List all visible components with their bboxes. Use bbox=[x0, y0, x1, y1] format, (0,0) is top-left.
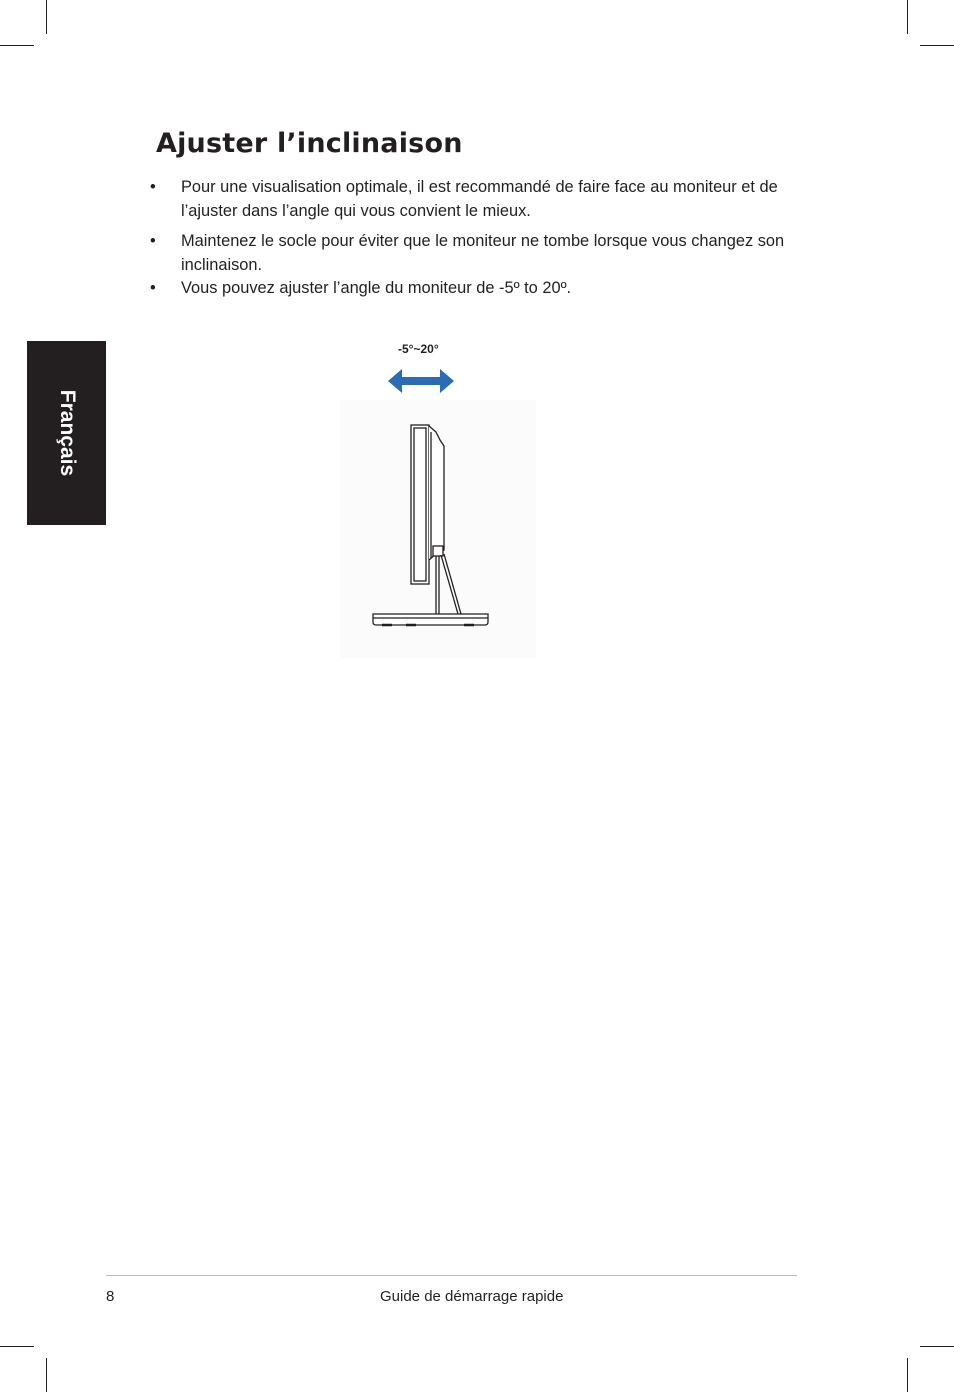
language-tab-label: Français bbox=[55, 389, 79, 477]
bullet-list bbox=[150, 176, 802, 301]
bullet-text: Maintenez le socle pour éviter que le moniteur ne tombe lorsque vous changez son inclinaison. bbox=[181, 232, 785, 274]
page-number: 8 bbox=[106, 1288, 115, 1305]
bullet-text: Vous pouvez ajuster l’angle du moniteur de -5º to 20º. bbox=[181, 279, 572, 297]
crop-mark bbox=[46, 1358, 47, 1392]
bullet-icon: • bbox=[150, 232, 156, 250]
crop-mark bbox=[920, 1346, 954, 1347]
footer-title: Guide de démarrage rapide bbox=[380, 1288, 564, 1305]
crop-mark bbox=[907, 1358, 908, 1392]
double-arrow-icon bbox=[388, 369, 454, 393]
crop-mark bbox=[907, 0, 908, 34]
footer-divider bbox=[106, 1275, 797, 1276]
angle-label: -5°~20° bbox=[398, 342, 439, 356]
monitor-side-view-icon bbox=[340, 362, 540, 662]
bullet-icon: • bbox=[150, 279, 156, 297]
crop-mark bbox=[920, 45, 954, 46]
list-item bbox=[150, 176, 802, 223]
crop-mark bbox=[0, 1346, 34, 1347]
crop-mark bbox=[46, 0, 47, 34]
list-item bbox=[150, 230, 802, 277]
page-title: Ajuster l’inclinaison bbox=[156, 128, 463, 159]
bullet-text: Pour une visualisation optimale, il est recommandé de faire face au moniteur et de l’ajuster dans l’angle qui vous convient le mieux. bbox=[181, 178, 778, 220]
list-item bbox=[150, 277, 802, 301]
bullet-icon: • bbox=[150, 178, 156, 196]
crop-mark bbox=[0, 45, 34, 46]
language-tab bbox=[27, 341, 106, 525]
